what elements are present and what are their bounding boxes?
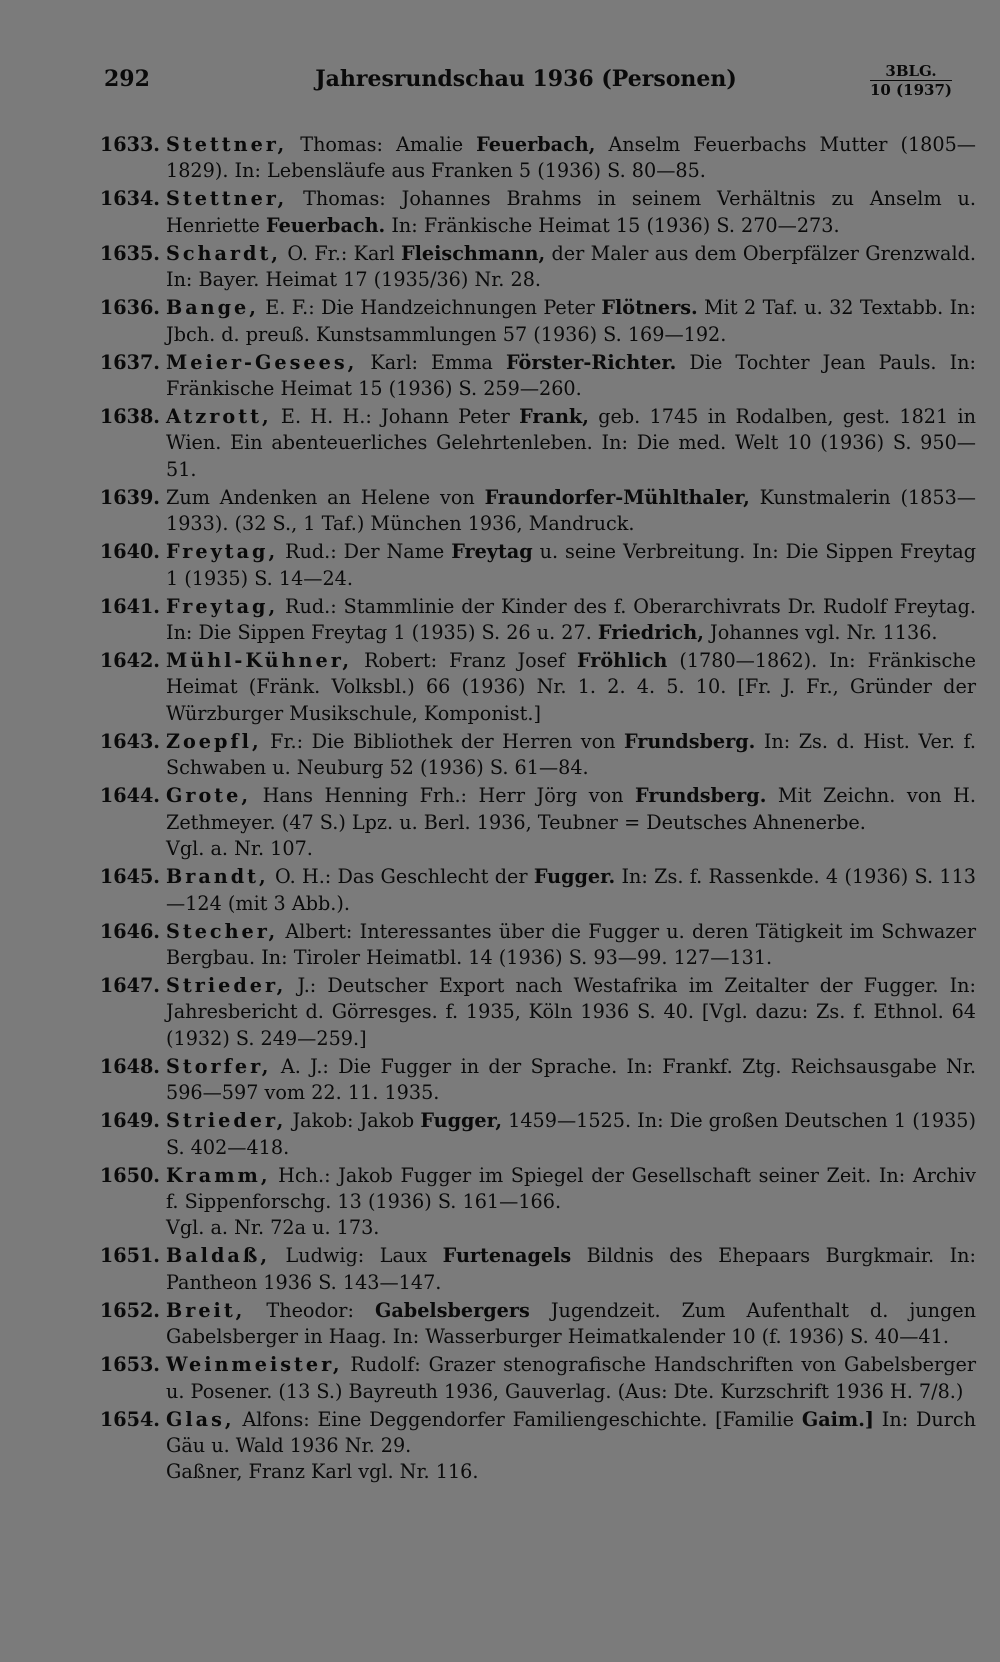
- entry-author: Kramm,: [166, 1163, 271, 1187]
- entry-text: [166, 485, 976, 538]
- entry-citation: der Maler aus dem Oberpfälzer Grenzwald. In: Bayer. Heimat 17 (1935/36) Nr. 28.: [166, 241, 976, 292]
- bibliography-entry: [98, 186, 976, 239]
- entry-text: [166, 241, 976, 294]
- entry-description: Fr.: Die Bibliothek der Herren von: [261, 729, 624, 753]
- entry-citation: Mit Zeichn. von H. Zethmeyer. (47 S.) Lpz. u. Berl. 1936, Teubner = Deutsches Ahnenerbe.: [166, 784, 976, 834]
- entry-description: Robert: Franz Josef: [352, 649, 577, 673]
- entry-text: [166, 1163, 976, 1242]
- bibliography-entry: [98, 485, 976, 538]
- entry-text: [166, 729, 976, 782]
- entry-citation: u. seine Verbreitung. In: Die Sippen Freytag 1 (1935) S. 14—24.: [166, 540, 976, 590]
- entry-number: 1648.: [99, 1054, 160, 1078]
- entry-number: 1654.: [99, 1407, 160, 1431]
- entry-description: Thomas: Amalie: [287, 133, 477, 156]
- bibliography-entry: [98, 404, 976, 483]
- entry-author: Breit,: [166, 1298, 246, 1322]
- entry-number: 1637.: [99, 350, 160, 374]
- entry-author: Baldaß,: [166, 1244, 271, 1268]
- bibliography-entry: [98, 1108, 976, 1161]
- entry-keyword: Frank,: [519, 405, 589, 429]
- entry-author: Strieder,: [166, 973, 287, 997]
- entry-text: [166, 132, 976, 185]
- entry-number: 1641.: [99, 594, 160, 618]
- entry-author: Brandt,: [166, 865, 269, 889]
- entry-number: 1649.: [99, 1109, 160, 1133]
- entry-author: Strieder,: [166, 1109, 287, 1133]
- entry-number: 1640.: [99, 540, 160, 564]
- entry-citation: Die Tochter Jean Pauls. In: Fränkische Heimat 15 (1936) S. 259—260.: [166, 350, 977, 401]
- entry-cross-reference: Gaßner, Franz Karl vgl. Nr. 116.: [166, 1460, 479, 1484]
- entry-keyword: Frundsberg.: [635, 784, 767, 808]
- entry-text: [166, 186, 976, 239]
- entry-keyword: Gabelsbergers: [374, 1298, 530, 1322]
- entry-author: Freytag,: [166, 540, 279, 564]
- entry-text: [166, 1108, 976, 1161]
- journal-code: [870, 62, 952, 99]
- entry-description: Albert: Interessantes über die Fugger u. deren Tätigkeit im Schwazer Bergbau. In: Tiroler Heimatbl. 14 (1936) S. 93—99. 127—131.: [166, 919, 976, 969]
- entry-keyword: Feuerbach.: [266, 213, 386, 237]
- entry-cross-reference: Vgl. a. Nr. 107.: [166, 837, 313, 861]
- entry-citation: 1459—1525. In: Die großen Deutschen 1 (1935) S. 402—418.: [166, 1109, 977, 1159]
- entry-citation: Jugendzeit. Zum Aufenthalt d. jungen Gabelsberger in Haag. In: Wasserburger Heimatkalender 10 (f. 1936) S. 40—41.: [166, 1298, 977, 1349]
- entry-author: Atzrott,: [166, 405, 272, 429]
- entry-text: [166, 350, 976, 403]
- entry-keyword: Feuerbach,: [476, 133, 596, 156]
- bibliography-entry: [98, 132, 976, 185]
- entry-citation: (1780—1862). In: Fränkische Heimat (Fränk. Volksbl.) 66 (1936) Nr. 1. 2. 4. 5. 10. [Fr. J. Fr., Gründer der Würzburger Musikschule, Komponist.]: [166, 649, 976, 725]
- bibliography-entry: [98, 973, 976, 1052]
- bibliography-list: [98, 132, 976, 1487]
- entry-description: E. F.: Die Handzeichnungen Peter: [258, 296, 602, 320]
- entry-description: Theodor:: [245, 1298, 375, 1322]
- bibliography-entry: [98, 594, 976, 647]
- entry-author: Stettner,: [166, 187, 288, 211]
- entry-text: [166, 1054, 976, 1107]
- entry-text: [166, 648, 976, 727]
- entry-number: 1639.: [99, 485, 160, 509]
- bibliography-entry: [98, 648, 976, 727]
- entry-author: Grote,: [166, 784, 252, 808]
- page-number: 292: [104, 66, 150, 92]
- entry-number: 1643.: [99, 729, 160, 753]
- entry-text: [166, 594, 976, 647]
- entry-author: Schardt,: [166, 241, 281, 265]
- entry-author: Storfer,: [166, 1054, 272, 1078]
- entry-cross-reference: Vgl. a. Nr. 72a u. 173.: [166, 1216, 380, 1240]
- entry-number: 1646.: [99, 919, 160, 943]
- entry-description: Jakob: Jakob: [286, 1109, 421, 1133]
- entry-number: 1633.: [99, 133, 160, 156]
- entry-author: Glas,: [166, 1407, 235, 1431]
- bibliography-entry: [98, 1243, 976, 1296]
- entry-number: 1651.: [99, 1244, 160, 1268]
- entry-author: Zoepfl,: [166, 729, 262, 753]
- entry-number: 1638.: [99, 405, 160, 429]
- entry-keyword: Freytag: [451, 540, 533, 564]
- entry-keyword: Gaim.]: [801, 1407, 874, 1431]
- bibliography-entry: [98, 350, 976, 403]
- bibliography-entry: [98, 295, 976, 348]
- page-header: [100, 62, 952, 112]
- entry-number: 1652.: [99, 1298, 160, 1322]
- entry-description: Hch.: Jakob Fugger im Spiegel der Gesellschaft seiner Zeit. In: Archiv f. Sippenforschg. 13 (1936) S. 161—166.: [166, 1163, 976, 1213]
- journal-code-bottom: 10 (1937): [869, 81, 952, 99]
- entry-description: Thomas: Johannes Brahms in seinem Verhältnis zu Anselm u. Henriette: [166, 187, 976, 237]
- bibliography-entry: [98, 1407, 976, 1486]
- entry-citation: In: Durch Gäu u. Wald 1936 Nr. 29.: [166, 1407, 976, 1457]
- entry-text: [166, 539, 976, 592]
- entry-author: Stecher,: [166, 919, 279, 943]
- bibliography-entry: [98, 1163, 976, 1242]
- entry-text: [166, 404, 976, 483]
- entry-text: [166, 919, 976, 972]
- entry-number: 1653.: [99, 1353, 160, 1377]
- entry-keyword: Fleischmann,: [401, 241, 546, 265]
- entry-number: 1644.: [99, 784, 160, 808]
- entry-author: Mühl-Kühner,: [166, 649, 353, 673]
- bibliography-entry: [98, 919, 976, 972]
- journal-code-top: 3BLG.: [885, 62, 937, 80]
- entry-author: Bange,: [166, 296, 259, 320]
- entry-description: Rudolf: Grazer stenografische Handschriften von Gabelsberger u. Posener. (13 S.) Bayreuth 1936, Gauverlag. (Aus: Dte. Kurzschrift 1936 H. 7/8.): [166, 1353, 976, 1403]
- entry-keyword: Fugger.: [533, 865, 616, 889]
- entry-number: 1645.: [99, 865, 160, 889]
- running-title: Jahresrundschau 1936 (Personen): [315, 66, 737, 92]
- entry-number: 1647.: [99, 973, 160, 997]
- entry-author: Weinmeister,: [166, 1353, 343, 1377]
- bibliography-entry: [98, 1054, 976, 1107]
- entry-number: 1642.: [99, 649, 160, 673]
- entry-number: 1634.: [99, 187, 160, 211]
- entry-description: Zum Andenken an Helene von: [166, 485, 485, 509]
- bibliography-entry: [98, 864, 976, 917]
- entry-text: [166, 973, 976, 1052]
- bibliography-entry: [98, 539, 976, 592]
- bibliography-entry: [98, 1352, 976, 1405]
- entry-number: 1650.: [99, 1163, 160, 1187]
- entry-citation: geb. 1745 in Rodalben, gest. 1821 in Wien. Ein abenteuerliches Gelehrtenleben. In: Die med. Welt 10 (1936) S. 950—51.: [166, 405, 977, 481]
- entry-citation: Mit 2 Taf. u. 32 Textabb. In: Jbch. d. preuß. Kunstsammlungen 57 (1936) S. 169—192.: [166, 296, 976, 346]
- entry-description: Rud.: Der Name: [278, 540, 452, 564]
- entry-keyword: Flötners.: [601, 296, 698, 320]
- entry-text: [166, 1243, 976, 1296]
- entry-keyword: Fugger,: [420, 1109, 502, 1133]
- entry-text: [166, 295, 976, 348]
- entry-citation: Kunstmalerin (1853—1933). (32 S., 1 Taf.) München 1936, Mandruck.: [166, 485, 976, 536]
- entry-author: Meier-Gesees,: [166, 350, 358, 374]
- entry-description: J.: Deutscher Export nach Westafrika im Zeitalter der Fugger. In: Jahresbericht d. Görresges. f. 1935, Köln 1936 S. 40. [Vgl. dazu: Zs. f. Ethnol. 64 (1932) S. 249—259.]: [166, 973, 976, 1050]
- bibliography-entry: [98, 1298, 976, 1351]
- entry-description: Rud.: Stammlinie der Kinder des f. Oberarchivrats Dr. Rudolf Freytag. In: Die Sippen Freytag 1 (1935) S. 26 u. 27.: [166, 594, 976, 645]
- entry-citation: In: Fränkische Heimat 15 (1936) S. 270—273.: [385, 213, 840, 237]
- entry-text: [166, 783, 976, 862]
- entry-description: Hans Henning Frh.: Herr Jörg von: [251, 784, 636, 808]
- bibliography-entry: [98, 241, 976, 294]
- entry-keyword: Fröhlich: [576, 649, 668, 673]
- entry-citation: Bildnis des Ehepaars Burgkmair. In: Pantheon 1936 S. 143—147.: [166, 1244, 977, 1294]
- entry-citation: In: Zs. d. Hist. Ver. f. Schwaben u. Neuburg 52 (1936) S. 61—84.: [166, 729, 976, 780]
- bibliography-entry: [98, 729, 976, 782]
- entry-description: O. H.: Das Geschlecht der: [268, 865, 534, 889]
- entry-citation: Anselm Feuerbachs Mutter (1805—1829). In: Lebensläufe aus Franken 5 (1936) S. 80—85.: [166, 133, 976, 183]
- entry-keyword: Frundsberg.: [624, 729, 756, 753]
- entry-keyword: Förster-Richter.: [505, 350, 677, 374]
- entry-description: Ludwig: Laux: [270, 1244, 443, 1268]
- entry-text: [166, 864, 976, 917]
- entry-description: E. H. H.: Johann Peter: [271, 405, 520, 429]
- entry-keyword: Fraundorfer-Mühlthaler,: [484, 485, 750, 509]
- entry-text: [166, 1352, 976, 1405]
- entry-author: Stettner,: [166, 133, 288, 156]
- entry-number: 1636.: [99, 296, 160, 320]
- entry-keyword: Friedrich,: [597, 621, 704, 645]
- entry-description: Karl: Emma: [357, 350, 506, 374]
- entry-keyword: Furtenagels: [442, 1244, 572, 1268]
- entry-description: Alfons: Eine Deggendorfer Familiengeschichte. [Familie: [234, 1407, 802, 1431]
- entry-author: Freytag,: [166, 594, 279, 618]
- entry-text: [166, 1298, 976, 1351]
- entry-description: O. Fr.: Karl: [281, 241, 402, 265]
- entry-description: A. J.: Die Fugger in der Sprache. In: Frankf. Ztg. Reichsausgabe Nr. 596—597 vom 22. 11. 1935.: [166, 1054, 976, 1105]
- entry-text: [166, 1407, 976, 1486]
- bibliography-entry: [98, 783, 976, 862]
- entry-number: 1635.: [99, 241, 160, 265]
- entry-citation: In: Zs. f. Rassenkde. 4 (1936) S. 113—124 (mit 3 Abb.).: [166, 865, 977, 915]
- entry-citation: Johannes vgl. Nr. 1136.: [703, 621, 938, 645]
